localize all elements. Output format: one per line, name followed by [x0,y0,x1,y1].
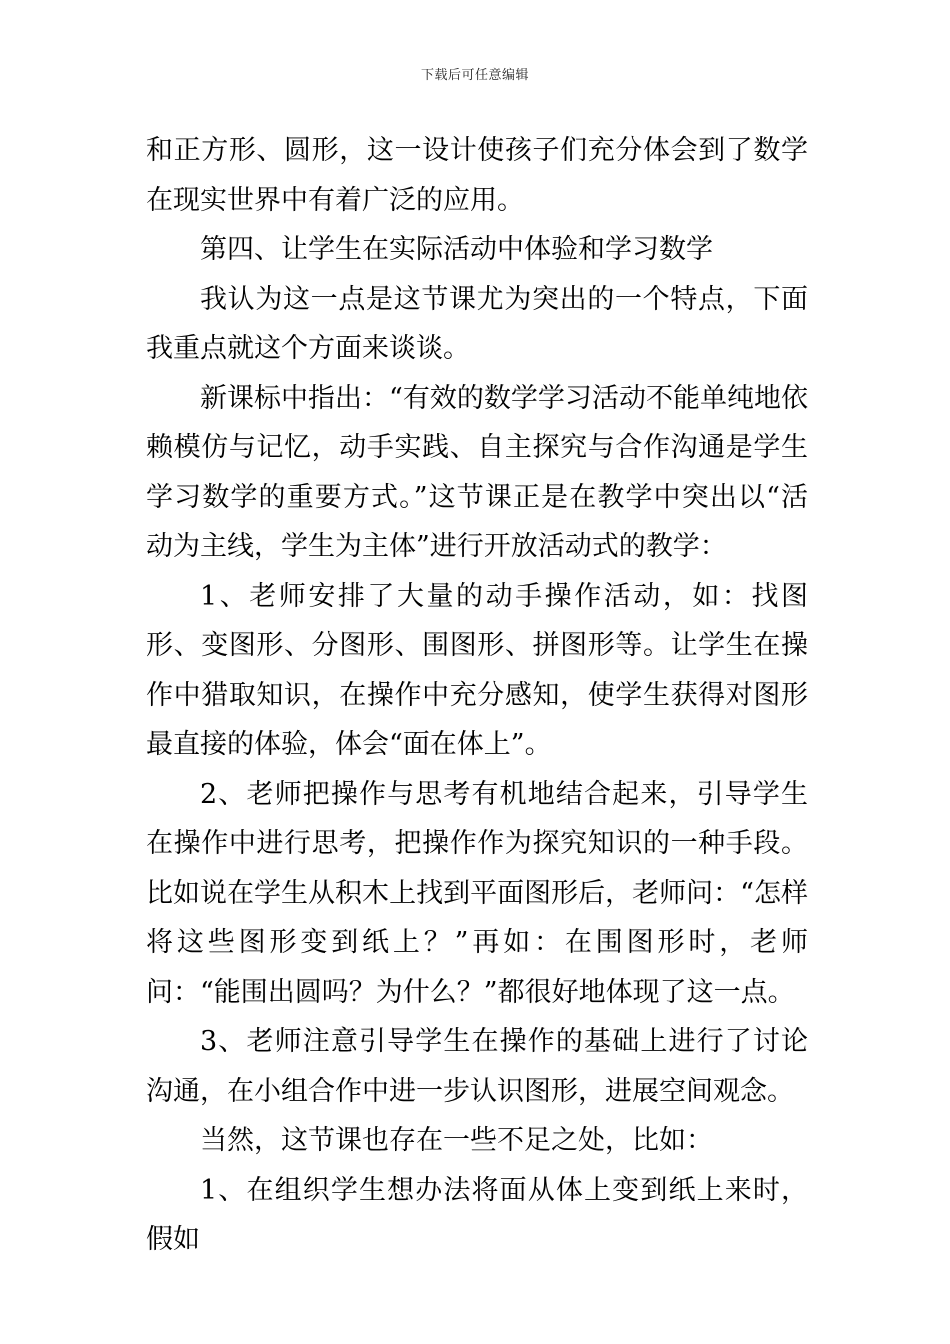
paragraph-1: 和正方形、圆形，这一设计使孩子们充分体会到了数学在现实世界中有着广泛的应用。 [146,135,808,216]
paragraph-8: 当然，这节课也存在一些不足之处，比如： [200,1125,713,1156]
paragraph-4: 新课标中指出：“有效的数学学习活动不能单纯地依赖模仿与记忆，动手实践、自主探究与合作沟通是学生学习数学的重要方式。”这节课正是在教学中突出以“活动为主线，学生为主体”进行开放活动式的教学： [146,382,808,562]
paragraph-2: 第四、让学生在实际活动中体验和学习数学 [200,234,713,265]
paragraph-5: 1、老师安排了大量的动手操作活动，如：找图形、变图形、分图形、围图形、拼图形等。让学生在操作中猎取知识，在操作中充分感知，使学生获得对图形最直接的体验，体会“面在体上”。 [146,580,808,760]
page-header: 下载后可任意编辑 [420,68,529,83]
document-body [146,126,808,1265]
paragraph-7: 3、老师注意引导学生在操作的基础上进行了讨论沟通，在小组合作中进一步认识图形，进展空间观念。 [146,1026,808,1107]
paragraph-9: 1、在组织学生想办法将面从体上变到纸上来时，假如 [146,1174,808,1255]
paragraph-3: 我认为这一点是这节课尤为突出的一个特点，下面我重点就这个方面来谈谈。 [146,283,808,364]
paragraph-6: 2、老师把操作与思考有机地结合起来，引导学生在操作中进行思考，把操作作为探究知识的一种手段。比如说在学生从积木上找到平面图形后，老师问：“怎样将这些图形变到纸上？”再如：在围图形时，老师问：“能围出圆吗？为什么？”都很好地体现了这一点。 [146,778,808,1008]
